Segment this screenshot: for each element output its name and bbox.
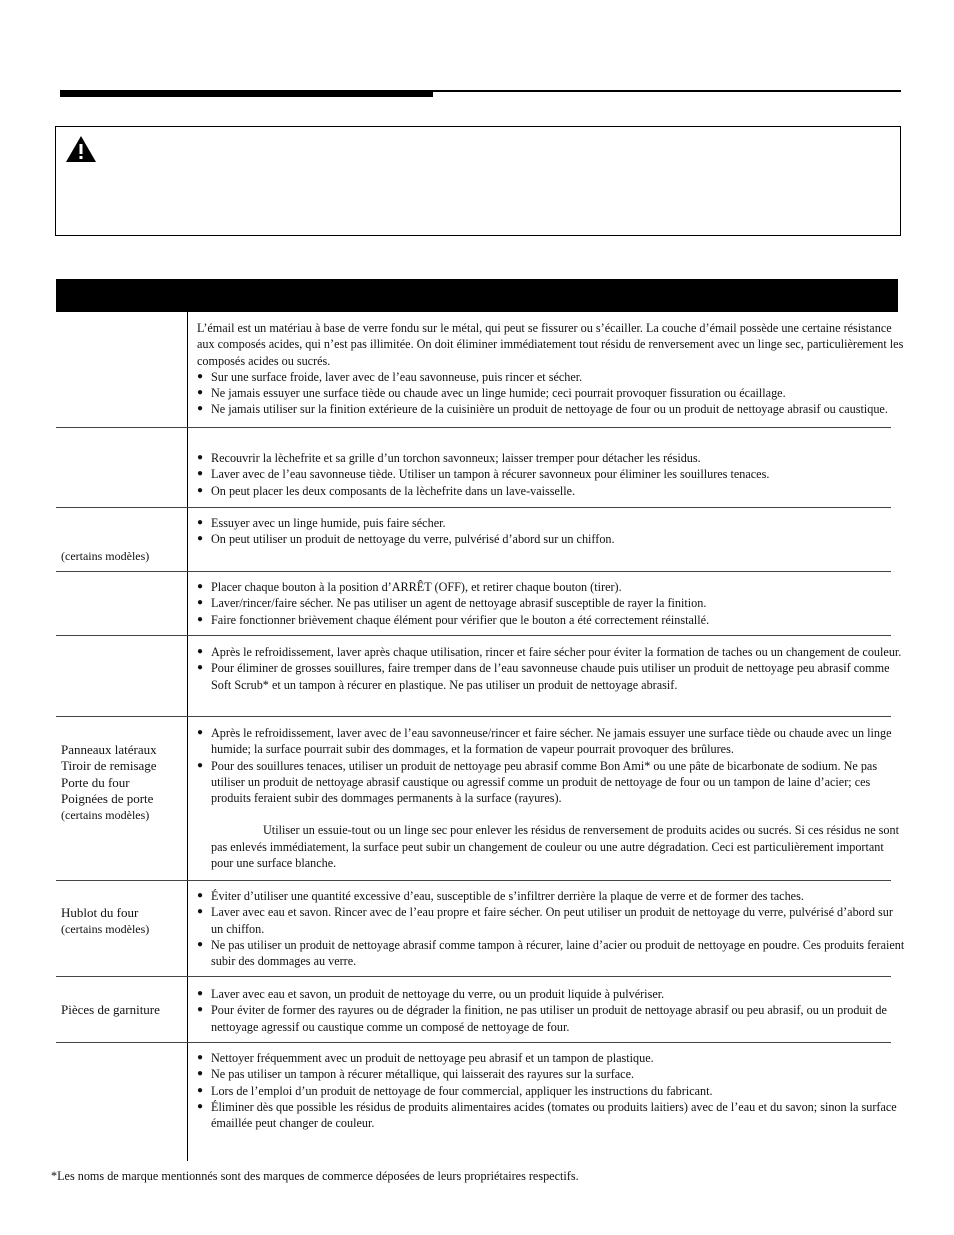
list-item: ● Ne pas utiliser un tampon à récurer métallique, qui laisserait des rayures sur la surface. (197, 1066, 905, 1082)
list-item: ● Laver avec eau et savon. Rincer avec de l’eau propre et faire sécher. On peut utiliser un produit de nettoyage du verre, pulvérisé d’abord sur un chiffon. (197, 904, 905, 937)
row-divider (56, 635, 891, 636)
list-item: ● Éliminer dès que possible les résidus de produits alimentaires acides (tomates ou produits laitiers) avec de l’eau et du savon; sinon la surface émaillée peut changer de couleur. (197, 1099, 905, 1132)
label-line: Pièces de garniture (61, 1002, 160, 1017)
table-column-divider (187, 312, 188, 1161)
row-divider (56, 427, 891, 428)
list-item: ● Pour éliminer de grosses souillures, faire tremper dans de l’eau savonneuse chaude puis utiliser un produit de nettoyage peu abrasif comme Soft Scrub* et un tampon à récurer en plastique. Ne pas utiliser un produit de nettoyage abrasif. (197, 660, 905, 693)
trim-cell (197, 986, 905, 1035)
list-item: ● On peut placer les deux composants de la lèchefrite dans un lave-vaisselle. (197, 483, 905, 499)
oven-window-cell (197, 888, 905, 969)
oven-interior-bullets (197, 1050, 905, 1131)
label-line: Poignées de porte (61, 790, 154, 806)
list-item: ● Placer chaque bouton à la position d’ARRÊT (OFF), et retirer chaque bouton (tirer). (197, 579, 905, 595)
enamel-cell (197, 320, 905, 418)
window-bullets (197, 888, 905, 969)
list-item: ● Faire fonctionner brièvement chaque élément pour vérifier que le bouton a été correctement réinstallé. (197, 612, 905, 628)
list-item: ● Laver avec de l’eau savonneuse tiède. Utiliser un tampon à récurer savonneux pour éliminer les souillures tenaces. (197, 466, 905, 482)
broiler-cell (197, 450, 905, 499)
models-note: (certains modèles) (61, 549, 150, 563)
broiler-bullets (197, 450, 905, 499)
list-item: ● Pour éviter de former des rayures ou de dégrader la finition, ne pas utiliser un produit de nettoyage abrasif ou peu abrasif, ou un produit de nettoyage agressif ou caustique comme un composé de nettoyage de four. (197, 1002, 905, 1035)
glass-panel-bullets (197, 515, 905, 548)
list-item: ● Ne jamais utiliser sur la finition extérieure de la cuisinière un produit de nettoyage de four ou un produit de nettoyage abrasif ou caustique. (197, 401, 905, 417)
trim-label (61, 1002, 183, 1018)
header-rule-thin (433, 90, 901, 92)
row-divider (56, 1042, 891, 1043)
oven-window-label (61, 905, 183, 938)
list-item: ● Laver avec eau et savon, un produit de nettoyage du verre, ou un produit liquide à pulvériser. (197, 986, 905, 1002)
list-item: ● Recouvrir la lèchefrite et sa grille d’un torchon savonneux; laisser tremper pour détacher les résidus. (197, 450, 905, 466)
row-divider (56, 880, 891, 881)
header-rule-thick (60, 90, 433, 97)
row-divider (56, 507, 891, 508)
knobs-cell (197, 579, 905, 628)
footnote: *Les noms de marque mentionnés sont des marques de commerce déposées de leurs propriétaires respectifs. (51, 1169, 579, 1183)
plastic-cell (197, 644, 905, 693)
plastic-bullets (197, 644, 905, 693)
glass-panel-cell (197, 515, 905, 548)
painted-bullets (197, 725, 905, 806)
list-item: ● Laver/rincer/faire sécher. Ne pas utiliser un agent de nettoyage abrasif susceptible de rayer la finition. (197, 595, 905, 611)
list-item: ● Après le refroidissement, laver après chaque utilisation, rincer et faire sécher pour éviter la formation de taches ou un changement de couleur. (197, 644, 905, 660)
list-item: ● Après le refroidissement, laver avec de l’eau savonneuse/rincer et faire sécher. Ne jamais essuyer une surface tiède ou chaude avec un linge humide; la surface pourrait subir des dommages, et la formation de vapeur pourrait provoquer des brûlures. (197, 725, 905, 758)
list-item: ● Essuyer avec un linge humide, puis faire sécher. (197, 515, 905, 531)
warning-triangle-icon (65, 135, 97, 163)
row-divider (56, 571, 891, 572)
list-item: ● Pour des souillures tenaces, utiliser un produit de nettoyage peu abrasif comme Bon Ami* ou une pâte de bicarbonate de sodium. Ne pas utiliser un produit de nettoyage abrasif caustique ou agressif comme un produit de nettoyage de four ou un tampon de laine d’acier; ces produits feraient subir des dommages permanents à la surface (rayures). (197, 758, 905, 807)
table-header-bar (56, 279, 898, 312)
glass-panel-label (61, 548, 183, 564)
list-item: ● Nettoyer fréquemment avec un produit de nettoyage peu abrasif et un tampon de plastique. (197, 1050, 905, 1066)
models-note: (certains modèles) (61, 808, 150, 823)
list-item: ● Sur une surface froide, laver avec de l’eau savonneuse, puis rincer et sécher. (197, 369, 905, 385)
row-divider (56, 716, 891, 717)
label-line: Porte du four (61, 774, 130, 790)
models-note: (certains modèles) (61, 922, 150, 937)
painted-surfaces-cell (197, 725, 905, 871)
enamel-intro: L’émail est un matériau à base de verre fondu sur le métal, qui peut se fissurer ou s’écailler. La couche d’émail possède une certaine résistance aux composés acides, qui n’est pas illimitée. On doit éliminer immédiatement tout résidu de renversement avec un linge sec, particulièrement les composés acides ou sucrés. (197, 321, 904, 368)
row-divider (56, 976, 891, 977)
label-line: Tiroir de remisage (61, 758, 157, 774)
list-item: ● On peut utiliser un produit de nettoyage du verre, pulvérisé d’abord sur un chiffon. (197, 531, 905, 547)
painted-surfaces-label (61, 742, 183, 823)
list-item: ● Ne pas utiliser un produit de nettoyage abrasif comme tampon à récurer, laine d’acier ou produit de nettoyage en poudre. Ces produits feraient subir des dommages au verre. (197, 937, 905, 970)
label-line: Panneaux latéraux (61, 742, 157, 757)
knobs-bullets (197, 579, 905, 628)
painted-note: Utiliser un essuie-tout ou un linge sec pour enlever les résidus de renversement de produits acides ou sucrés. Si ces résidus ne sont pas enlevés immédiatement, la surface peut subir un changement de couleur ou une autre dégradation. Ceci est particulièrement important pour une surface blanche. (211, 823, 899, 871)
label-line: Hublot du four (61, 905, 139, 920)
list-item: ● Lors de l’emploi d’un produit de nettoyage de four commercial, appliquer les instructions du fabricant. (197, 1083, 905, 1099)
trim-bullets (197, 986, 905, 1035)
list-item: ● Ne jamais essuyer une surface tiède ou chaude avec un linge humide; ceci pourrait provoquer fissuration ou écaillage. (197, 385, 905, 401)
warning-box (55, 126, 901, 236)
oven-interior-cell (197, 1050, 905, 1131)
list-item: ● Éviter d’utiliser une quantité excessive d’eau, susceptible de s’infiltrer derrière la plaque de verre et de former des taches. (197, 888, 905, 904)
enamel-bullets (197, 369, 905, 418)
